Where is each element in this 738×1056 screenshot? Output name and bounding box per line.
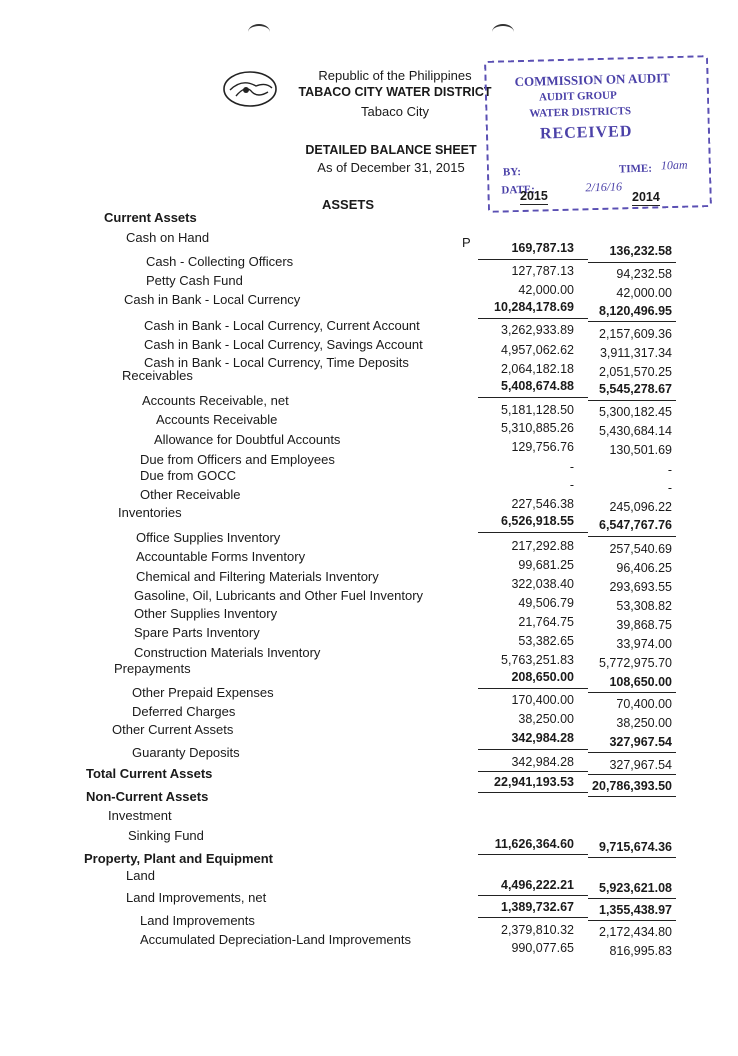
amount-2014: 245,096.22	[609, 500, 672, 514]
label-cib-time: Cash in Bank - Local Currency, Time Deposits	[144, 355, 409, 370]
label-due-gocc: Due from GOCC	[140, 468, 237, 483]
amount-2015-receivables: 5,408,674.88	[501, 379, 574, 393]
rule	[478, 854, 588, 855]
amount-2014: 96,406.25	[616, 561, 672, 575]
stamp-line-1: COMMISSION ON AUDIT	[514, 70, 671, 90]
amount-2014: 5,772,975.70	[599, 656, 672, 670]
amount-2014: 2,051,570.25	[599, 365, 672, 379]
label-other-receivable: Other Receivable	[140, 487, 241, 502]
rule	[588, 796, 676, 797]
rule	[588, 774, 676, 775]
rule	[478, 895, 588, 896]
rule	[588, 536, 676, 537]
amount-2015: 2,379,810.32	[501, 923, 574, 937]
amount-2014: 39,868.75	[616, 618, 672, 632]
label-prepayments: Prepayments	[114, 661, 191, 676]
rule	[478, 771, 588, 772]
label-sinking-fund: Sinking Fund	[128, 828, 204, 843]
label-accountable-forms: Accountable Forms Inventory	[136, 549, 306, 564]
amount-2015-other-current: 342,984.28	[511, 731, 574, 745]
amount-2014: 2,157,609.36	[599, 327, 672, 341]
amount-2015: 38,250.00	[518, 712, 574, 726]
city-line: Tabaco City	[361, 104, 429, 119]
amount-2014-inventories: 6,547,767.76	[599, 518, 672, 532]
amount-2015: 217,292.88	[511, 539, 574, 553]
label-allowance: Allowance for Doubtful Accounts	[154, 432, 341, 447]
label-other-supplies: Other Supplies Inventory	[134, 606, 278, 621]
amount-2014: 5,430,684.14	[599, 424, 672, 438]
amount-2015: -	[569, 478, 574, 492]
label-land: Land	[126, 868, 155, 883]
label-chemical: Chemical and Filtering Materials Inventory	[136, 569, 379, 584]
rule	[588, 321, 676, 322]
amount-2015: 990,077.65	[511, 941, 574, 955]
label-ar-net: Accounts Receivable, net	[142, 393, 289, 408]
rule	[588, 857, 676, 858]
amount-2015: 129,756.76	[511, 440, 574, 454]
amount-2014: -	[667, 463, 672, 477]
col-2015-header: 2015	[520, 189, 548, 203]
label-guaranty: Guaranty Deposits	[132, 745, 240, 760]
amount-2015: 42,000.00	[518, 283, 574, 297]
rule	[478, 397, 588, 398]
stamp-time: TIME:	[618, 162, 653, 176]
label-ar: Accounts Receivable	[156, 412, 278, 427]
label-cash-in-bank: Cash in Bank - Local Currency	[124, 292, 301, 307]
amount-2015-cash-in-bank: 10,284,178.69	[494, 300, 574, 314]
amount-2015-inventories: 6,526,918.55	[501, 514, 574, 528]
label-current-assets: Current Assets	[104, 210, 197, 225]
amount-2015-land-imp-net: 1,389,732.67	[501, 900, 574, 914]
label-cash-collecting: Cash - Collecting Officers	[146, 254, 294, 269]
label-inventories: Inventories	[118, 505, 182, 520]
amount-2015: 21,764.75	[518, 615, 574, 629]
stamp-line-2: AUDIT GROUP	[538, 89, 617, 104]
label-land-improvements-net: Land Improvements, net	[126, 890, 267, 905]
rule	[588, 898, 676, 899]
document-date: As of December 31, 2015	[317, 160, 465, 175]
amount-2014-receivables: 5,545,278.67	[599, 382, 672, 396]
amount-2015-land: 4,496,222.21	[501, 878, 574, 892]
label-accum-dep: Accumulated Depreciation-Land Improvements	[140, 932, 411, 947]
amount-2015: -	[569, 460, 574, 474]
label-other-current: Other Current Assets	[112, 722, 234, 737]
label-non-current: Non-Current Assets	[86, 789, 209, 804]
rule	[478, 749, 588, 750]
amount-2015-sinking-fund: 11,626,364.60	[494, 837, 574, 851]
water-district-logo	[222, 70, 278, 108]
label-cash-on-hand: Cash on Hand	[126, 230, 210, 245]
punch-hole-left	[248, 24, 270, 40]
amount-2015: 127,787.13	[511, 264, 574, 278]
amount-2014-total-current: 20,786,393.50	[592, 779, 672, 793]
amount-2014: 293,693.55	[609, 580, 672, 594]
stamp-line-3: WATER DISTRICTS	[529, 105, 632, 120]
amount-2015: 4,957,062.62	[501, 343, 574, 357]
amount-2015: 170,400.00	[511, 693, 574, 707]
label-office-supplies: Office Supplies Inventory	[136, 530, 281, 545]
amount-2015: 53,382.65	[518, 634, 574, 648]
amount-2015: 5,181,128.50	[501, 403, 574, 417]
received-stamp	[484, 55, 712, 213]
label-cib-savings: Cash in Bank - Local Currency, Savings Account	[144, 337, 423, 352]
amount-2014-sinking-fund: 9,715,674.36	[599, 840, 672, 854]
rule	[588, 400, 676, 401]
stamp-time-value: 10am	[660, 157, 688, 173]
rule	[588, 920, 676, 921]
rule	[588, 692, 676, 693]
label-land-improvements: Land Improvements	[140, 913, 255, 928]
amount-2015-cash-on-hand: 169,787.13	[511, 241, 574, 255]
amount-2014: 327,967.54	[609, 758, 672, 772]
amount-2014: 94,232.58	[616, 267, 672, 281]
amount-2014-cash-in-bank: 8,120,496.95	[599, 304, 672, 318]
document-title: DETAILED BALANCE SHEET	[305, 143, 477, 157]
amount-2015: 322,038.40	[511, 577, 574, 591]
stamp-date-value: 2/16/16	[585, 179, 623, 195]
amount-2015-total-current: 22,941,193.53	[494, 775, 574, 789]
label-investment: Investment	[108, 808, 172, 823]
republic-line: Republic of the Philippines	[318, 68, 472, 83]
amount-2014: 5,300,182.45	[599, 405, 672, 419]
amount-2014: 38,250.00	[616, 716, 672, 730]
amount-2014-land-imp-net: 1,355,438.97	[599, 903, 672, 917]
label-deferred: Deferred Charges	[132, 704, 236, 719]
amount-2015: 2,064,182.18	[501, 362, 574, 376]
amount-2014-prepayments: 108,650.00	[609, 675, 672, 689]
label-gasoline: Gasoline, Oil, Lubricants and Other Fuel Inventory	[134, 588, 424, 603]
amount-2015-prepayments: 208,650.00	[511, 670, 574, 684]
label-spare-parts: Spare Parts Inventory	[134, 625, 260, 640]
rule	[478, 318, 588, 319]
amount-2014: 42,000.00	[616, 286, 672, 300]
amount-2014-other-current: 327,967.54	[609, 735, 672, 749]
label-construction: Construction Materials Inventory	[134, 645, 321, 660]
amount-2015: 99,681.25	[518, 558, 574, 572]
label-other-prepaid: Other Prepaid Expenses	[132, 685, 274, 700]
label-total-current: Total Current Assets	[86, 766, 213, 781]
currency-symbol: P	[462, 235, 471, 250]
amount-2014: 2,172,434.80	[599, 925, 672, 939]
amount-2015: 3,262,933.89	[501, 323, 574, 337]
amount-2014-land: 5,923,621.08	[599, 881, 672, 895]
amount-2014-cash-on-hand: 136,232.58	[609, 244, 672, 258]
amount-2015: 5,310,885.26	[501, 421, 574, 435]
amount-2014: 33,974.00	[616, 637, 672, 651]
organization-name: TABACO CITY WATER DISTRICT	[298, 85, 492, 99]
rule	[588, 262, 676, 263]
amount-2014: 70,400.00	[616, 697, 672, 711]
stamp-by: BY:	[502, 166, 522, 179]
rule	[478, 688, 588, 689]
stamp-line-4: RECEIVED	[539, 123, 633, 143]
col-2014-header: 2014	[632, 190, 660, 204]
amount-2015: 342,984.28	[511, 755, 574, 769]
rule	[478, 259, 588, 260]
amount-2015: 49,506.79	[518, 596, 574, 610]
punch-hole-right	[492, 24, 514, 40]
label-due-officers: Due from Officers and Employees	[140, 452, 335, 467]
amount-2015: 5,763,251.83	[501, 653, 574, 667]
label-ppe: Property, Plant and Equipment	[84, 851, 274, 866]
label-receivables: Receivables	[122, 368, 193, 383]
stamp-date: DATE:	[501, 183, 536, 197]
rule	[478, 532, 588, 533]
amount-2014: 3,911,317.34	[599, 346, 672, 360]
label-cib-current: Cash in Bank - Local Currency, Current Account	[144, 318, 420, 333]
label-petty-cash: Petty Cash Fund	[146, 273, 243, 288]
amount-2014: 816,995.83	[609, 944, 672, 958]
amount-2014: -	[667, 481, 672, 495]
rule	[478, 792, 588, 793]
rule	[478, 917, 588, 918]
rule	[588, 752, 676, 753]
amount-2015: 227,546.38	[511, 497, 574, 511]
amount-2014: 130,501.69	[609, 443, 672, 457]
amount-2014: 257,540.69	[609, 542, 672, 556]
amount-2014: 53,308.82	[616, 599, 672, 613]
section-title: ASSETS	[322, 197, 375, 212]
